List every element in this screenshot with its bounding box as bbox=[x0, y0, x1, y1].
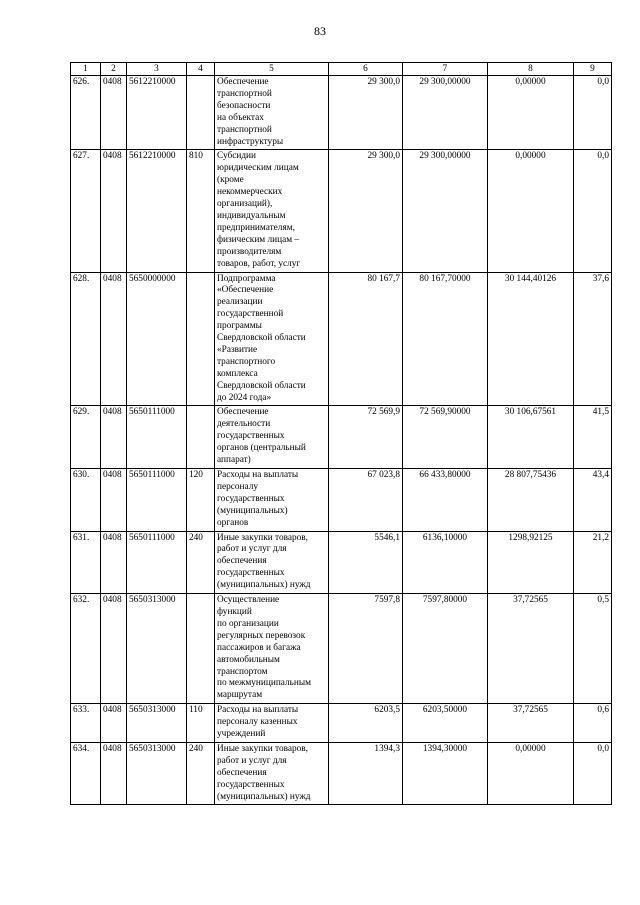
target-article-code: 5650111000 bbox=[127, 406, 187, 469]
percent-col9: 43,4 bbox=[574, 469, 612, 532]
budget-table bbox=[70, 62, 612, 805]
column-header-6: 6 bbox=[329, 63, 403, 76]
table-row bbox=[71, 742, 612, 805]
percent-col9: 0,0 bbox=[574, 742, 612, 805]
target-article-code: 5650111000 bbox=[127, 531, 187, 594]
percent-col9: 0,6 bbox=[574, 704, 612, 743]
table-row bbox=[71, 531, 612, 594]
expense-type-code bbox=[187, 76, 215, 150]
expense-type-code: 810 bbox=[187, 150, 215, 272]
row-number: 633. bbox=[71, 704, 101, 743]
amount-col6: 1394,3 bbox=[329, 742, 403, 805]
target-article-code: 5650111000 bbox=[127, 469, 187, 532]
column-header-5: 5 bbox=[215, 63, 329, 76]
amount-col8: 0,00000 bbox=[488, 76, 574, 150]
percent-col9: 0,5 bbox=[574, 594, 612, 704]
expense-name: Расходы на выплаты персоналу государственных (муниципальных) органов bbox=[215, 469, 329, 532]
amount-col6: 67 023,8 bbox=[329, 469, 403, 532]
percent-col9: 0,0 bbox=[574, 76, 612, 150]
table-body bbox=[71, 76, 612, 805]
table-row bbox=[71, 469, 612, 532]
amount-col8: 37,72565 bbox=[488, 704, 574, 743]
row-number: 629. bbox=[71, 406, 101, 469]
expense-name: Осуществление функций по организации регулярных перевозок пассажиров и багажа автомобильным транспортом по межмуниципальным маршрутам bbox=[215, 594, 329, 704]
amount-col7: 66 433,80000 bbox=[403, 469, 488, 532]
table-header-row bbox=[71, 63, 612, 76]
expense-type-code: 120 bbox=[187, 469, 215, 532]
amount-col6: 29 300,0 bbox=[329, 150, 403, 272]
amount-col8: 37,72565 bbox=[488, 594, 574, 704]
section-code: 0408 bbox=[101, 406, 127, 469]
expense-type-code bbox=[187, 594, 215, 704]
table-row bbox=[71, 76, 612, 150]
row-number: 634. bbox=[71, 742, 101, 805]
amount-col7: 7597,80000 bbox=[403, 594, 488, 704]
expense-name: Иные закупки товаров, работ и услуг для обеспечения государственных (муниципальных) нужд bbox=[215, 742, 329, 805]
amount-col6: 7597,8 bbox=[329, 594, 403, 704]
row-number: 628. bbox=[71, 272, 101, 406]
section-code: 0408 bbox=[101, 76, 127, 150]
section-code: 0408 bbox=[101, 594, 127, 704]
row-number: 631. bbox=[71, 531, 101, 594]
table-row bbox=[71, 272, 612, 406]
amount-col8: 0,00000 bbox=[488, 150, 574, 272]
expense-name: Иные закупки товаров, работ и услуг для обеспечения государственных (муниципальных) нужд bbox=[215, 531, 329, 594]
target-article-code: 5612210000 bbox=[127, 76, 187, 150]
section-code: 0408 bbox=[101, 742, 127, 805]
target-article-code: 5612210000 bbox=[127, 150, 187, 272]
percent-col9: 37,6 bbox=[574, 272, 612, 406]
target-article-code: 5650313000 bbox=[127, 594, 187, 704]
table-row bbox=[71, 150, 612, 272]
row-number: 630. bbox=[71, 469, 101, 532]
column-header-7: 7 bbox=[403, 63, 488, 76]
amount-col6: 5546,1 bbox=[329, 531, 403, 594]
section-code: 0408 bbox=[101, 469, 127, 532]
page-number: 83 bbox=[314, 24, 326, 38]
amount-col7: 1394,30000 bbox=[403, 742, 488, 805]
amount-col7: 72 569,90000 bbox=[403, 406, 488, 469]
amount-col6: 80 167,7 bbox=[329, 272, 403, 406]
amount-col8: 1298,92125 bbox=[488, 531, 574, 594]
amount-col7: 29 300,00000 bbox=[403, 150, 488, 272]
section-code: 0408 bbox=[101, 272, 127, 406]
percent-col9: 21,2 bbox=[574, 531, 612, 594]
amount-col7: 6136,10000 bbox=[403, 531, 488, 594]
expense-type-code bbox=[187, 272, 215, 406]
expense-name: Обеспечение транспортной безопасности на объектах транспортной инфраструктуры bbox=[215, 76, 329, 150]
expense-type-code bbox=[187, 406, 215, 469]
expense-type-code: 240 bbox=[187, 742, 215, 805]
expense-type-code: 240 bbox=[187, 531, 215, 594]
section-code: 0408 bbox=[101, 531, 127, 594]
column-header-9: 9 bbox=[574, 63, 612, 76]
amount-col8: 28 807,75436 bbox=[488, 469, 574, 532]
expense-name: Расходы на выплаты персоналу казенных учреждений bbox=[215, 704, 329, 743]
amount-col8: 30 106,67561 bbox=[488, 406, 574, 469]
amount-col7: 80 167,70000 bbox=[403, 272, 488, 406]
table-row bbox=[71, 406, 612, 469]
column-header-8: 8 bbox=[488, 63, 574, 76]
expense-name: Подпрограмма «Обеспечение реализации государственной программы Свердловской области «Развитие транспортного комплекса Свердловской области до 2024 года» bbox=[215, 272, 329, 406]
column-header-2: 2 bbox=[101, 63, 127, 76]
amount-col6: 6203,5 bbox=[329, 704, 403, 743]
amount-col6: 72 569,9 bbox=[329, 406, 403, 469]
amount-col6: 29 300,0 bbox=[329, 76, 403, 150]
amount-col8: 30 144,40126 bbox=[488, 272, 574, 406]
row-number: 626. bbox=[71, 76, 101, 150]
row-number: 627. bbox=[71, 150, 101, 272]
table-row bbox=[71, 704, 612, 743]
target-article-code: 5650000000 bbox=[127, 272, 187, 406]
table-row bbox=[71, 594, 612, 704]
target-article-code: 5650313000 bbox=[127, 704, 187, 743]
expense-type-code: 110 bbox=[187, 704, 215, 743]
expense-name: Субсидии юридическим лицам (кроме некоммерческих организаций), индивидуальным предпринимателям, физическим лицам – производителям товаров, работ, услуг bbox=[215, 150, 329, 272]
column-header-4: 4 bbox=[187, 63, 215, 76]
section-code: 0408 bbox=[101, 704, 127, 743]
column-header-3: 3 bbox=[127, 63, 187, 76]
amount-col7: 29 300,00000 bbox=[403, 76, 488, 150]
section-code: 0408 bbox=[101, 150, 127, 272]
target-article-code: 5650313000 bbox=[127, 742, 187, 805]
percent-col9: 0,0 bbox=[574, 150, 612, 272]
column-header-1: 1 bbox=[71, 63, 101, 76]
amount-col8: 0,00000 bbox=[488, 742, 574, 805]
row-number: 632. bbox=[71, 594, 101, 704]
amount-col7: 6203,50000 bbox=[403, 704, 488, 743]
expense-name: Обеспечение деятельности государственных органов (центральный аппарат) bbox=[215, 406, 329, 469]
percent-col9: 41,5 bbox=[574, 406, 612, 469]
